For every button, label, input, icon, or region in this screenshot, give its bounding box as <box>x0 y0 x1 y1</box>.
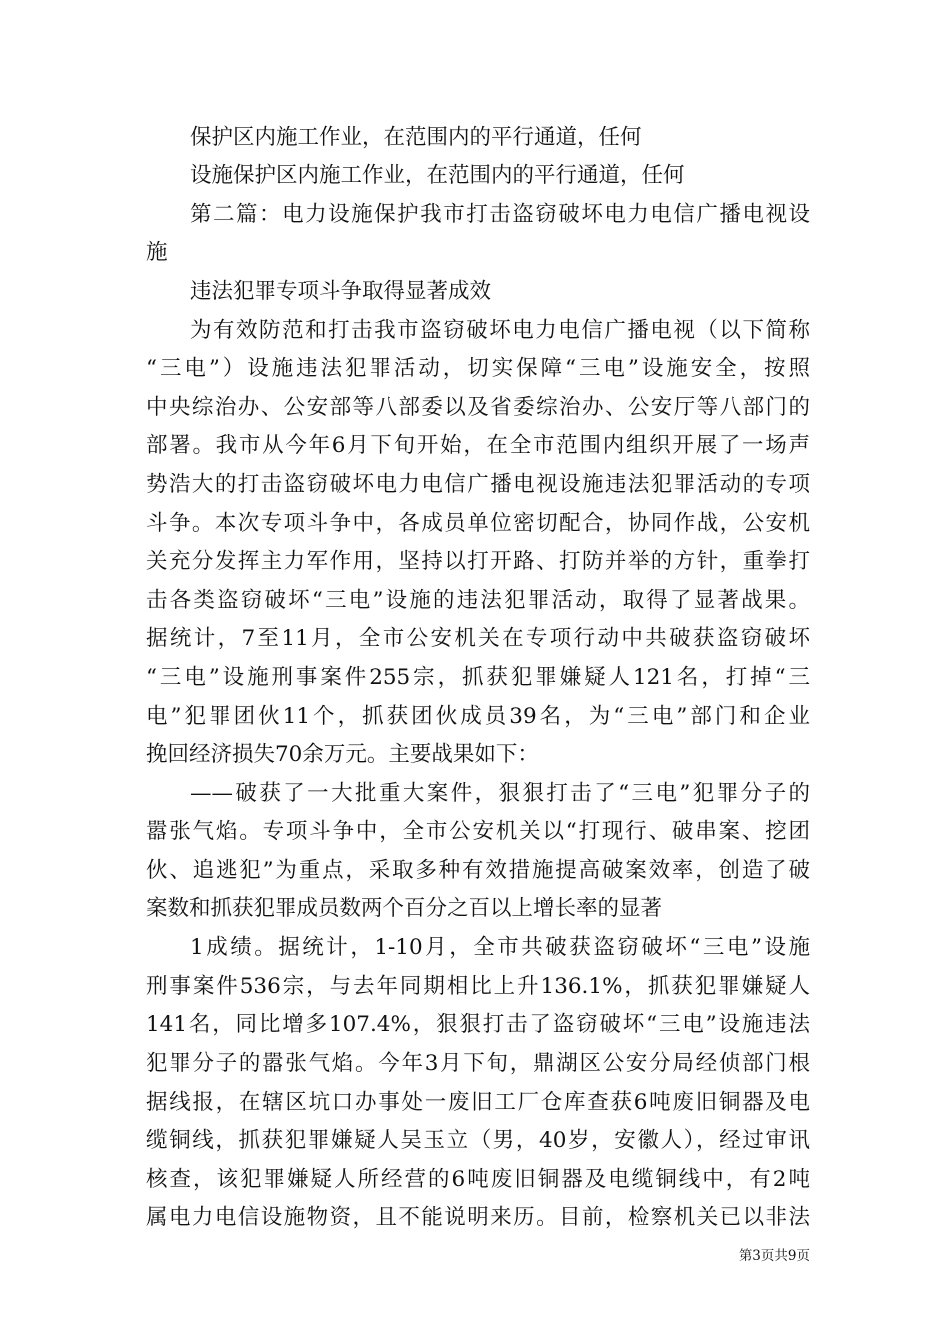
text-line: 案数和抓获犯罪成员数两个百分之百以上增长率的显著 <box>146 896 663 921</box>
text-line: 据统计，7至11月，全市公安机关在专项行动中共破获盗窃破坏 <box>146 626 810 651</box>
page-number-footer: 第3页共9页 <box>738 1248 810 1264</box>
text-line: 嚣张气焰。专项斗争中，全市公安机关以“打现行、破串案、挖团 <box>146 819 810 844</box>
text-line: 保护区内施工作业，在范围内的平行通道，任何 <box>190 125 642 150</box>
text-line: 电”犯罪团伙11个，抓获团伙成员39名，为“三电”部门和企业 <box>146 704 810 729</box>
text-line: 斗争。本次专项斗争中，各成员单位密切配合，协同作战，公安机 <box>146 511 810 536</box>
text-line: “三电”设施刑事案件255宗，抓获犯罪嫌疑人121名，打掉“三 <box>146 665 810 690</box>
text-line: 击各类盗窃破坏“三电”设施的违法犯罪活动，取得了显著战果。 <box>146 588 810 613</box>
text-line: 部署。我市从今年6月下旬开始，在全市范围内组织开展了一场声 <box>146 433 810 458</box>
text-line: “三电”）设施违法犯罪活动，切实保障“三电”设施安全，按照 <box>146 356 810 381</box>
text-line: 为有效防范和打击我市盗窃破坏电力电信广播电视（以下简称 <box>190 318 810 343</box>
text-line: 中央综治办、公安部等八部委以及省委综治办、公安厅等八部门的 <box>146 395 810 420</box>
text-line: 141名，同比增多107.4%，狠狠打击了盗窃破坏“三电”设施违法 <box>146 1012 810 1037</box>
text-line: 势浩大的打击盗窃破坏电力电信广播电视设施违法犯罪活动的专项 <box>146 472 810 497</box>
text-line: 核查，该犯罪嫌疑人所经营的6吨废旧铜器及电缆铜线中，有2吨 <box>146 1167 810 1192</box>
text-line: 犯罪分子的嚣张气焰。今年3月下旬，鼎湖区公安分局经侦部门根 <box>146 1051 810 1076</box>
text-line: ——破获了一大批重大案件，狠狠打击了“三电”犯罪分子的 <box>190 781 810 806</box>
text-line: 伙、追逃犯”为重点，采取多种有效措施提高破案效率，创造了破 <box>146 858 810 883</box>
text-line: 属电力电信设施物资，且不能说明来历。目前，检察机关已以非法 <box>146 1205 810 1230</box>
text-line: 设施保护区内施工作业，在范围内的平行通道，任何 <box>190 163 685 188</box>
text-line: 据线报，在辖区坑口办事处一废旧工厂仓库查获6吨废旧铜器及电 <box>146 1090 810 1115</box>
section-heading-line: 第二篇：电力设施保护我市打击盗窃破坏电力电信广播电视设 <box>190 202 810 227</box>
text-line: 挽回经济损失70余万元。主要战果如下： <box>146 742 539 767</box>
text-line: 缆铜线，抓获犯罪嫌疑人吴玉立（男，40岁，安徽人），经过审讯 <box>146 1128 810 1153</box>
section-heading-line: 施 <box>146 240 168 265</box>
text-line: 关充分发挥主力军作用，坚持以打开路、打防并举的方针，重拳打 <box>146 549 810 574</box>
section-subheading: 违法犯罪专项斗争取得显著成效 <box>190 279 492 304</box>
text-line: 1成绩。据统计，1-10月，全市共破获盗窃破坏“三电”设施 <box>190 935 810 960</box>
text-line: 刑事案件536宗，与去年同期相比上升136.1%，抓获犯罪嫌疑人 <box>146 974 810 999</box>
